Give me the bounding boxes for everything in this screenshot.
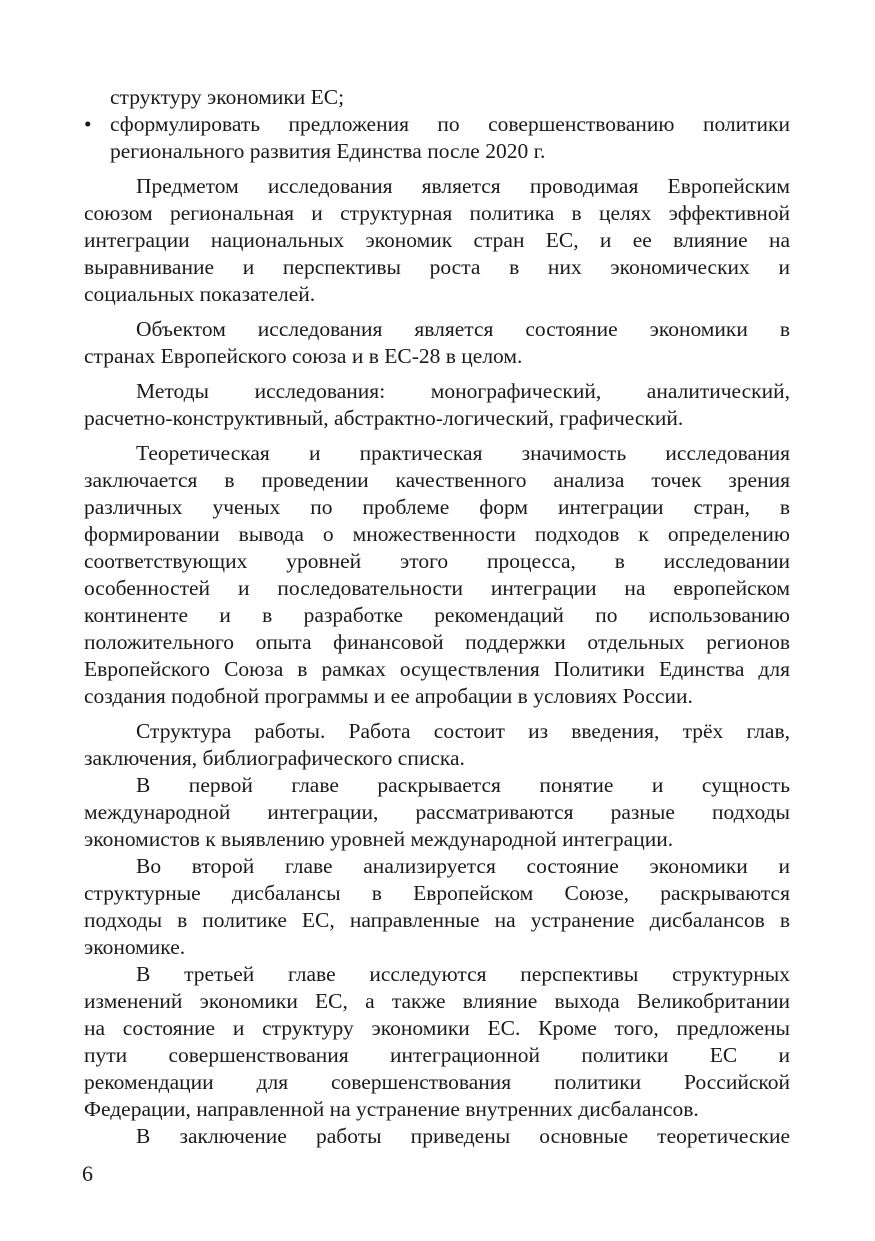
bullet-marker: • — [84, 112, 92, 136]
paragraph-chapter-two — [84, 853, 790, 961]
text-line: Объектом исследования является состояние экономики в — [136, 317, 790, 341]
text-line: экономике. — [84, 935, 186, 959]
text-line: Федерации, направленной на устранение внутренних дисбалансов. — [84, 1097, 699, 1121]
text-line: сформулировать предложения по совершенствованию политики — [110, 112, 790, 136]
text-line: изменений экономики ЕС, а также влияние выхода Великобритании — [84, 989, 790, 1013]
text-line: Методы исследования: монографический, аналитический, — [136, 379, 790, 403]
paragraph-object — [84, 316, 790, 370]
text-line: формировании вывода о множественности подходов к определению — [84, 522, 790, 546]
bullet-item-continuation — [84, 84, 790, 111]
text-line: соответствующих уровней этого процесса, в исследовании — [84, 549, 790, 573]
text-line: Во второй главе анализируется состояние экономики и — [136, 854, 790, 878]
text-line: заключения, библиографического списка. — [84, 746, 465, 770]
text-line: странах Европейского союза и в ЕС-28 в целом. — [84, 344, 523, 368]
text-line: пути совершенствования интеграционной политики ЕС и — [84, 1043, 790, 1067]
text-line: структурные дисбалансы в Европейском Союзе, раскрываются — [84, 881, 790, 905]
text-line: различных ученых по проблеме форм интеграции стран, в — [84, 495, 790, 519]
bullet-item — [84, 111, 790, 165]
text-line: структуру экономики ЕС; — [110, 85, 345, 109]
text-line: Европейского Союза в рамках осуществления Политики Единства для — [84, 657, 790, 681]
text-line: заключается в проведении качественного анализа точек зрения — [84, 468, 790, 492]
text-line: интеграции национальных экономик стран ЕС, и ее влияние на — [84, 228, 790, 252]
text-line: континенте и в разработке рекомендаций по использованию — [84, 603, 790, 627]
text-line: В первой главе раскрывается понятие и сущность — [136, 773, 790, 797]
text-line: международной интеграции, рассматриваются разные подходы — [84, 800, 790, 824]
text-line: рекомендации для совершенствования политики Российской — [84, 1070, 790, 1094]
text-line: положительного опыта финансовой поддержки отдельных регионов — [84, 630, 790, 654]
text-line: В заключение работы приведены основные теоретические — [136, 1124, 790, 1148]
text-line: В третьей главе исследуются перспективы структурных — [136, 962, 790, 986]
page-number: 6 — [82, 1161, 93, 1186]
text-line: выравнивание и перспективы роста в них экономических и — [84, 255, 790, 279]
text-line: расчетно-конструктивный, абстрактно-логический, графический. — [84, 406, 684, 430]
paragraph-structure — [84, 718, 790, 772]
text-line: Предметом исследования является проводимая Европейским — [136, 174, 790, 198]
text-line: на состояние и структуру экономики ЕС. Кроме того, предложены — [84, 1016, 790, 1040]
text-line: подходы в политике ЕС, направленные на устранение дисбалансов в — [84, 908, 790, 932]
text-line: Структура работы. Работа состоит из введения, трёх глав, — [136, 719, 790, 743]
page-body — [84, 84, 790, 1150]
text-line: экономистов к выявлению уровней международной интеграции. — [84, 827, 674, 851]
paragraph-subject — [84, 173, 790, 308]
text-line: союзом региональная и структурная политика в целях эффективной — [84, 201, 790, 225]
paragraph-significance — [84, 440, 790, 710]
paragraph-methods — [84, 378, 790, 432]
text-line: регионального развития Единства после 2020 г. — [110, 139, 546, 163]
paragraph-chapter-one — [84, 772, 790, 853]
paragraph-chapter-three — [84, 961, 790, 1123]
text-line: Теоретическая и практическая значимость исследования — [136, 441, 790, 465]
text-line: особенностей и последовательности интеграции на европейском — [84, 576, 790, 600]
paragraph-conclusion — [84, 1123, 790, 1150]
text-line: создания подобной программы и ее апробации в условиях России. — [84, 684, 693, 708]
text-line: социальных показателей. — [84, 282, 316, 306]
